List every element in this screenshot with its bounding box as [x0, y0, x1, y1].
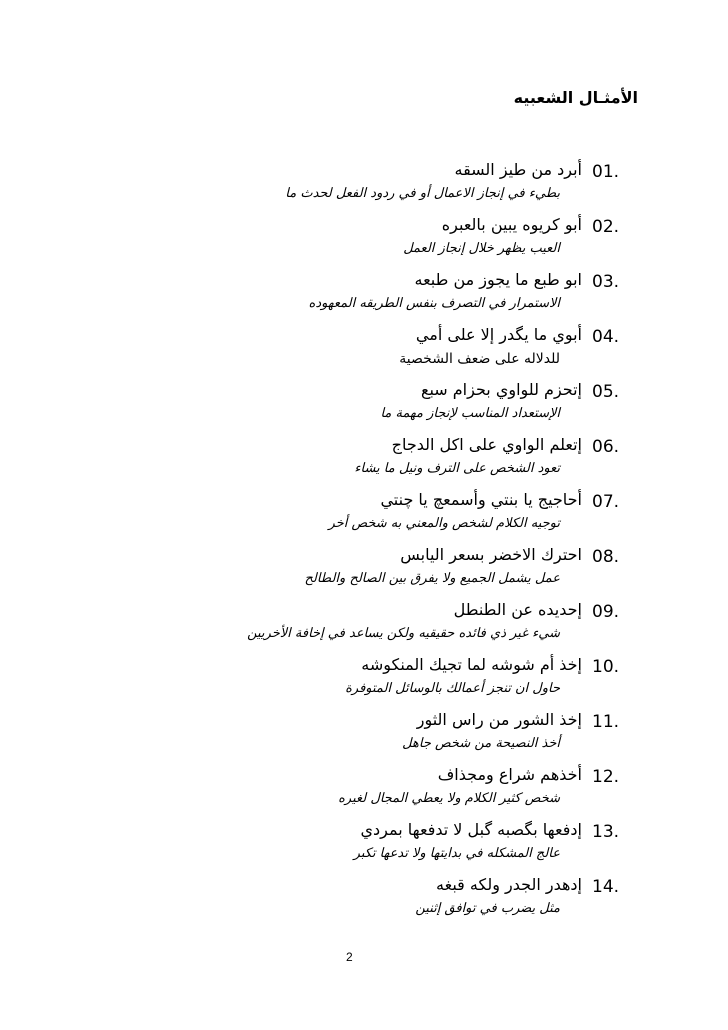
proverb-entry: [0, 655, 636, 710]
proverb-number: 02.: [592, 217, 620, 237]
proverb-meaning: شخص كثير الكلام ولا يعطي المجال لغيره: [338, 791, 560, 806]
proverb-meaning: مثل يضرب في توافق إثنين: [415, 901, 560, 916]
page-title: الأمثـال الشعبيه: [513, 88, 638, 107]
proverb-entry: [0, 380, 636, 435]
proverb-meaning: الإستعداد المناسب لإنجاز مهمة ما: [380, 406, 560, 421]
proverb-number: 12.: [592, 767, 620, 787]
page-number: 2: [346, 950, 353, 964]
proverb-meaning: شيء غير ذي فائده حقيقيه ولكن يساعد في إخافة الأخريين: [247, 626, 560, 641]
proverb-entry: [0, 710, 636, 765]
proverb-meaning: توجيه الكلام لشخص والمعني به شخص أخر: [328, 516, 560, 531]
proverb-text: احترك الاخضر بسعر اليابس: [400, 545, 582, 564]
proverb-entry: [0, 600, 636, 655]
proverb-entry: [0, 435, 636, 490]
proverb-text: إحديده عن الطنطل: [453, 600, 582, 619]
proverb-number: 10.: [592, 657, 620, 677]
proverb-text: إتحزم للواوي بحزام سبع: [420, 380, 582, 399]
proverb-meaning: حاول ان تنجز أعمالك بالوسائل المتوفرة: [345, 681, 560, 696]
proverb-text: إتعلم الواوي على اكل الدجاج: [391, 435, 582, 454]
proverb-number: 03.: [592, 272, 620, 292]
proverb-text: أبرد من طيز السقه: [454, 160, 582, 179]
proverb-text: إدهدر الجدر ولكه قبغه: [436, 875, 582, 894]
proverb-entry: [0, 545, 636, 600]
proverb-text: إخذ أم شوشه لما تجيك المنكوشه: [361, 655, 582, 674]
proverb-meaning: الاستمرار في التصرف بنفس الطريقه المعهوده: [308, 296, 560, 311]
proverb-number: 07.: [592, 492, 620, 512]
proverb-meaning: بطيء في إنجاز الاعمال أو في ردود الفعل لحدث ما: [285, 186, 560, 201]
proverb-meaning: أخذ النصيحة من شخص جاهل: [402, 736, 560, 751]
proverb-meaning: عالج المشكله في بدايتها ولا تدعها تكبر: [353, 846, 560, 861]
proverb-entry: [0, 875, 636, 930]
proverb-text: أحاجيج يا بنتي وأسمعچ يا چنتي: [380, 490, 582, 509]
proverb-entry: [0, 215, 636, 270]
proverb-meaning: العيب يظهر خلال إنجاز العمل: [403, 241, 560, 256]
proverb-entry: [0, 270, 636, 325]
proverb-number: 13.: [592, 822, 620, 842]
proverb-text: إخذ الشور من راس الثور: [416, 710, 582, 729]
proverb-text: أبوي ما يگدر إلا على أمي: [415, 325, 582, 344]
proverb-number: 01.: [592, 162, 620, 182]
proverb-number: 06.: [592, 437, 620, 457]
proverb-entry: [0, 490, 636, 545]
proverb-meaning: عمل يشمل الجميع ولا يفرق بين الصالح والطالح: [304, 571, 560, 586]
proverb-number: 14.: [592, 877, 620, 897]
proverb-number: 04.: [592, 327, 620, 347]
proverb-number: 08.: [592, 547, 620, 567]
proverb-list: [0, 160, 636, 930]
proverb-number: 09.: [592, 602, 620, 622]
proverb-entry: [0, 325, 636, 380]
proverb-number: 11.: [592, 712, 620, 732]
proverb-text: ابو طبع ما يجوز من طبعه: [414, 270, 582, 289]
proverb-text: أبو كريوه يبين بالعبره: [441, 215, 582, 234]
proverb-meaning: للدلاله على ضعف الشخصية: [399, 351, 560, 367]
proverb-meaning: تعود الشخص على الترف ونيل ما يشاء: [354, 461, 560, 476]
proverb-entry: [0, 820, 636, 875]
proverb-entry: [0, 160, 636, 215]
proverb-text: أخذهم شراع ومجذاف: [437, 765, 582, 784]
proverb-text: إدفعها بگصبه گبل لا تدفعها بمردي: [360, 820, 582, 839]
proverb-entry: [0, 765, 636, 820]
proverb-number: 05.: [592, 382, 620, 402]
